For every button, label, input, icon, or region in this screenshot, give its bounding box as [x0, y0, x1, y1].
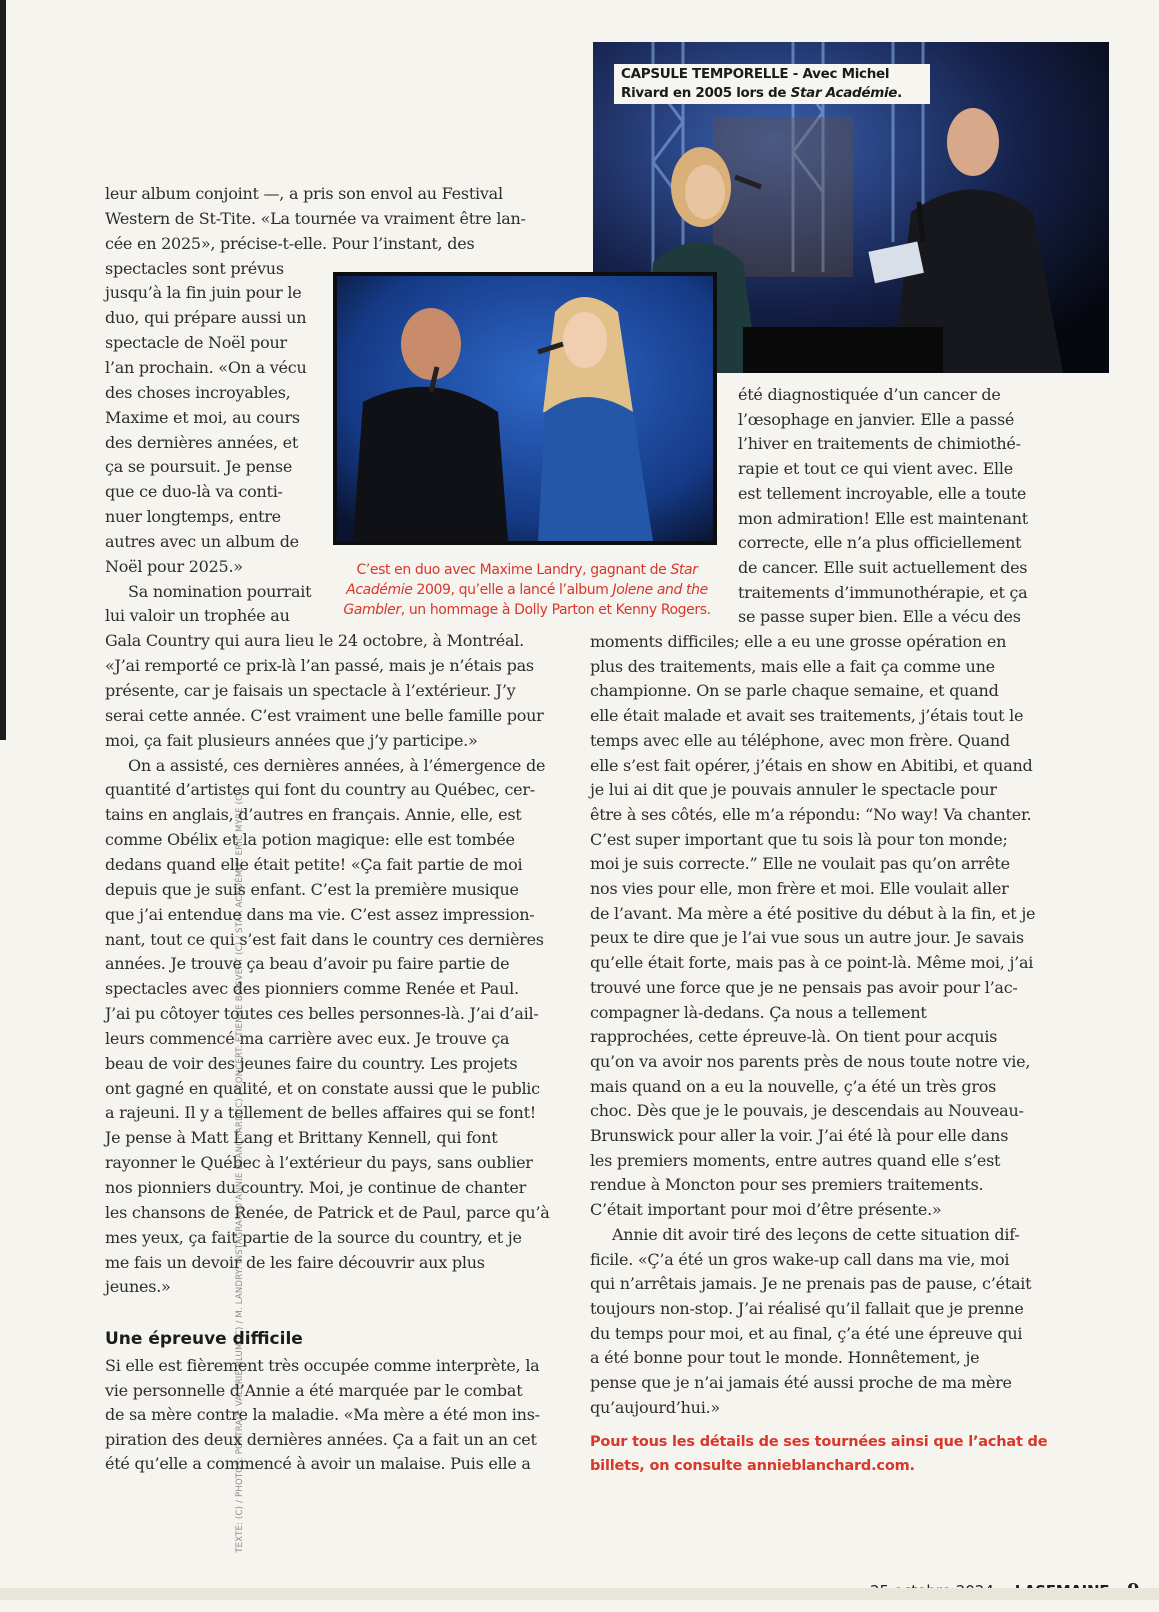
inset-caption-e: , un hommage à Dolly Parton et Kenny Rogers.: [400, 602, 711, 618]
text-line: spectacles avec des pionniers comme Renée et Paul.: [105, 979, 519, 999]
text-line: «J’ai remporté ce prix-là l’an passé, mais je n’étais pas: [105, 656, 534, 676]
text-line: jeunes.»: [105, 1277, 171, 1297]
photo-duo-landry: [333, 272, 717, 545]
caption-italic: Star Académie: [790, 85, 898, 101]
text-line: spectacle de Noël pour: [105, 333, 287, 353]
text-line: plus des traitements, mais elle a fait ça comme une: [590, 656, 995, 676]
text-line: Brunswick pour aller la voir. J’ai été là pour elle dans: [590, 1126, 1009, 1145]
tour-info-line: billets, on consulte annieblanchard.com.: [590, 1458, 915, 1474]
text-line: qui n’arrêtais jamais. Je ne prenais pas de pause, c’était: [590, 1274, 1032, 1294]
text-line: du temps pour moi, et au final, ç’a été une épreuve qui: [590, 1323, 1023, 1343]
text-line: a rajeuni. Il y a tellement de belles affaires qui se font!: [105, 1103, 536, 1123]
inset-caption-a: C’est en duo avec Maxime Landry, gagnant de: [356, 562, 671, 578]
text-line: l’an prochain. «On a vécu: [105, 357, 307, 377]
text-line: l’hiver en traitements de chimiothé-: [738, 434, 1021, 454]
text-line: rapie et tout ce qui vient avec. Elle: [738, 459, 1013, 479]
inset-caption-b: Star Académie: [346, 562, 698, 598]
text-line: de sa mère contre la maladie. «Ma mère a été mon ins-: [105, 1405, 540, 1424]
text-line: trouvé une force que je ne pensais pas avoir pour l’ac-: [590, 977, 1018, 997]
text-line: qu’on va avoir nos parents près de nous toute notre vie,: [590, 1051, 1031, 1071]
text-line: choc. Dès que je le pouvais, je descendais au Nouveau-: [590, 1101, 1024, 1121]
text-line: J’ai pu côtoyer toutes ces belles personnes-là. J’ai d’ail-: [105, 1004, 539, 1024]
inset-photo-caption: [338, 560, 716, 620]
photo-caption-top: [614, 64, 930, 104]
text-line: qu’aujourd’hui.»: [590, 1397, 720, 1417]
text-line: cée en 2025», précise-t-elle. Pour l’instant, des: [105, 233, 475, 253]
text-line: que ce duo-là va conti-: [105, 482, 283, 502]
text-line: elle était malade et avait ses traitements, j’étais tout le: [590, 706, 1024, 726]
text-line: est tellement incroyable, elle a toute: [738, 483, 1027, 503]
tour-info-line: Pour tous les détails de ses tournées ainsi que l’achat de: [590, 1434, 1048, 1450]
text-line: nos vies pour elle, mon frère et moi. Elle voulait aller: [590, 879, 1009, 898]
text-line: leurs commencé ma carrière avec eux. Je trouve ça: [105, 1028, 510, 1048]
caption-label: CAPSULE TEMPORELLE -: [621, 66, 803, 82]
text-line: elle s’est fait opérer, j’étais en show en Abitibi, et quand: [590, 755, 1033, 775]
text-line: C’est super important que tu sois là pour ton monde;: [590, 829, 1008, 849]
duo-photo-illustration: [333, 272, 717, 545]
text-line: des dernières années, et: [105, 432, 299, 452]
text-line: beau de voir des jeunes faire du country. Les projets: [105, 1053, 518, 1073]
text-line: autres avec un album de: [105, 531, 299, 551]
text-line: depuis que je suis enfant. C’est la première musique: [105, 879, 519, 899]
section-heading: Une épreuve difficile: [105, 1329, 303, 1349]
text-line: vie personnelle d’Annie a été marquée par le combat: [105, 1380, 523, 1400]
text-line: de l’avant. Ma mère a été positive du début à la fin, et je: [590, 903, 1036, 923]
text-line: spectacles sont prévus: [105, 258, 284, 278]
text-line: mais quand on a eu la nouvelle, ç’a été un très gros: [590, 1076, 997, 1096]
text-line: années. Je trouve ça beau d’avoir pu faire partie de: [105, 954, 510, 974]
text-line: moi je suis correcte.” Elle ne voulait pas qu’on arrête: [590, 854, 1010, 874]
caption-end: .: [897, 85, 903, 101]
text-line: qu’elle était forte, mais pas à ce point-là. Même moi, j’ai: [590, 953, 1034, 973]
text-line: des choses incroyables,: [105, 382, 291, 402]
text-line: nuer longtemps, entre: [105, 507, 281, 527]
text-line: Si elle est fièrement très occupée comme interprète, la: [105, 1356, 540, 1375]
text-line: me fais un devoir de les faire découvrir aux plus: [105, 1252, 485, 1272]
text-line: rendue à Moncton pour ses premiers traitements.: [590, 1175, 984, 1195]
text-line: compagner là-dedans. Ça nous a tellement: [590, 1002, 927, 1022]
text-line: mes yeux, ça fait partie de la source du country, et je: [105, 1227, 522, 1247]
text-line: les premiers moments, entre autres quand elle s’est: [590, 1150, 1001, 1170]
text-line: a été bonne pour tout le monde. Honnêtement, je: [590, 1348, 980, 1368]
text-line: se passe super bien. Elle a vécu des: [738, 607, 1021, 627]
inset-caption-d: Jolene and the Gambler: [343, 582, 708, 618]
text-line: été qu’elle a commencé à avoir un malaise. Puis elle a: [105, 1454, 531, 1473]
text-line: ont gagné en qualité, et on constate aussi que le public: [105, 1078, 540, 1098]
text-line: toujours non-stop. J’ai réalisé qu’il fallait que je prenne: [590, 1298, 1024, 1318]
text-line: moi, ça fait plusieurs années que j’y participe.»: [105, 730, 478, 750]
text-line: dedans quand elle était petite! «Ça fait partie de moi: [105, 854, 523, 874]
text-line: leur album conjoint —, a pris son envol au Festival: [105, 184, 503, 203]
text-line: l’œsophage en janvier. Elle a passé: [738, 409, 1015, 429]
text-line: présente, car je faisais un spectacle à l’extérieur. J’y: [105, 681, 516, 700]
text-line: rapprochées, cette épreuve-là. On tient pour acquis: [590, 1027, 998, 1047]
text-line: piration des deux dernières années. Ça a fait un an cet: [105, 1429, 537, 1449]
text-line: pense que je n’ai jamais été aussi proche de ma mère: [590, 1373, 1012, 1392]
text-line: Gala Country qui aura lieu le 24 octobre, à Montréal.: [105, 631, 524, 651]
page-bottom-edge: [0, 1588, 1159, 1600]
text-line: rayonner le Québec à l’extérieur du pays, sans oublier: [105, 1153, 533, 1173]
text-line: ça se poursuit. Je pense: [105, 457, 293, 477]
text-line: Annie dit avoir tiré des leçons de cette situation dif-: [612, 1224, 1020, 1244]
text-line: traitements d’immunothérapie, et ça: [738, 582, 1028, 602]
text-line: nos pionniers du country. Moi, je continue de chanter: [105, 1178, 526, 1197]
text-line: être à ses côtés, elle m’a répondu: “No way! Va chanter.: [590, 804, 1032, 824]
text-line: que j’ai entendue dans ma vie. C’est assez impression-: [105, 904, 535, 924]
text-line: mon admiration! Elle est maintenant: [738, 508, 1028, 528]
text-line: Sa nomination pourrait: [128, 581, 312, 601]
text-line: On a assisté, ces dernières années, à l’émergence de: [128, 755, 546, 775]
text-line: Je pense à Matt Lang et Brittany Kennell, qui font: [105, 1128, 498, 1148]
text-line: les chansons de Renée, de Patrick et de Paul, parce qu’à: [105, 1202, 550, 1222]
text-line: quantité d’artistes qui font du country au Québec, cer-: [105, 780, 535, 800]
text-line: peux te dire que je l’ai vue sous un autre jour. Je savais: [590, 928, 1024, 948]
text-line: temps avec elle au téléphone, avec mon frère. Quand: [590, 730, 1010, 750]
photo-credit-vertical: TEXTE: (C) / PHOTOS: PORTRAIT: VALÉRIE BLUM (C) / M. LANDRY: INSTAGRAM D’ANNIE BLANCHARD (C) / CONCERT: ÉTIENNE BOISVERT (C) / STAR ACADÉMIE: ERIC MYRE (C): [235, 791, 245, 1553]
text-line: Maxime et moi, au cours: [105, 407, 300, 427]
text-line: nant, tout ce qui s’est fait dans le country ces dernières: [105, 929, 544, 949]
text-line: été diagnostiquée d’un cancer de: [738, 385, 1001, 404]
text-line: Western de St-Tite. «La tournée va vraiment être lan-: [105, 208, 526, 228]
text-line: jusqu’à la fin juin pour le: [105, 283, 302, 303]
text-line: serai cette année. C’est vraiment une belle famille pour: [105, 705, 544, 725]
text-line: ficile. «Ç’a été un gros wake-up call dans ma vie, moi: [590, 1249, 1010, 1269]
caption-text: Avec Michel Rivard en 2005 lors de: [621, 66, 890, 101]
inset-caption-c: 2009, qu’elle a lancé l’album: [412, 582, 613, 598]
text-line: tains en anglais, d’autres en français. Annie, elle, est: [105, 805, 522, 825]
text-line: moments difficiles; elle a eu une grosse opération en: [590, 632, 1007, 651]
page-edge-shadow: [0, 0, 6, 740]
text-line: lui valoir un trophée au: [105, 606, 290, 626]
text-line: C’était important pour moi d’être présente.»: [590, 1200, 942, 1220]
text-line: correcte, elle n’a plus officiellement: [738, 533, 1022, 553]
text-line: Noël pour 2025.»: [105, 556, 243, 576]
text-line: je lui ai dit que je pouvais annuler le spectacle pour: [590, 780, 997, 800]
text-line: championne. On se parle chaque semaine, et quand: [590, 681, 999, 701]
text-line: comme Obélix et la potion magique: elle est tombée: [105, 830, 515, 850]
text-line: de cancer. Elle suit actuellement des: [738, 557, 1028, 577]
text-line: duo, qui prépare aussi un: [105, 308, 307, 328]
